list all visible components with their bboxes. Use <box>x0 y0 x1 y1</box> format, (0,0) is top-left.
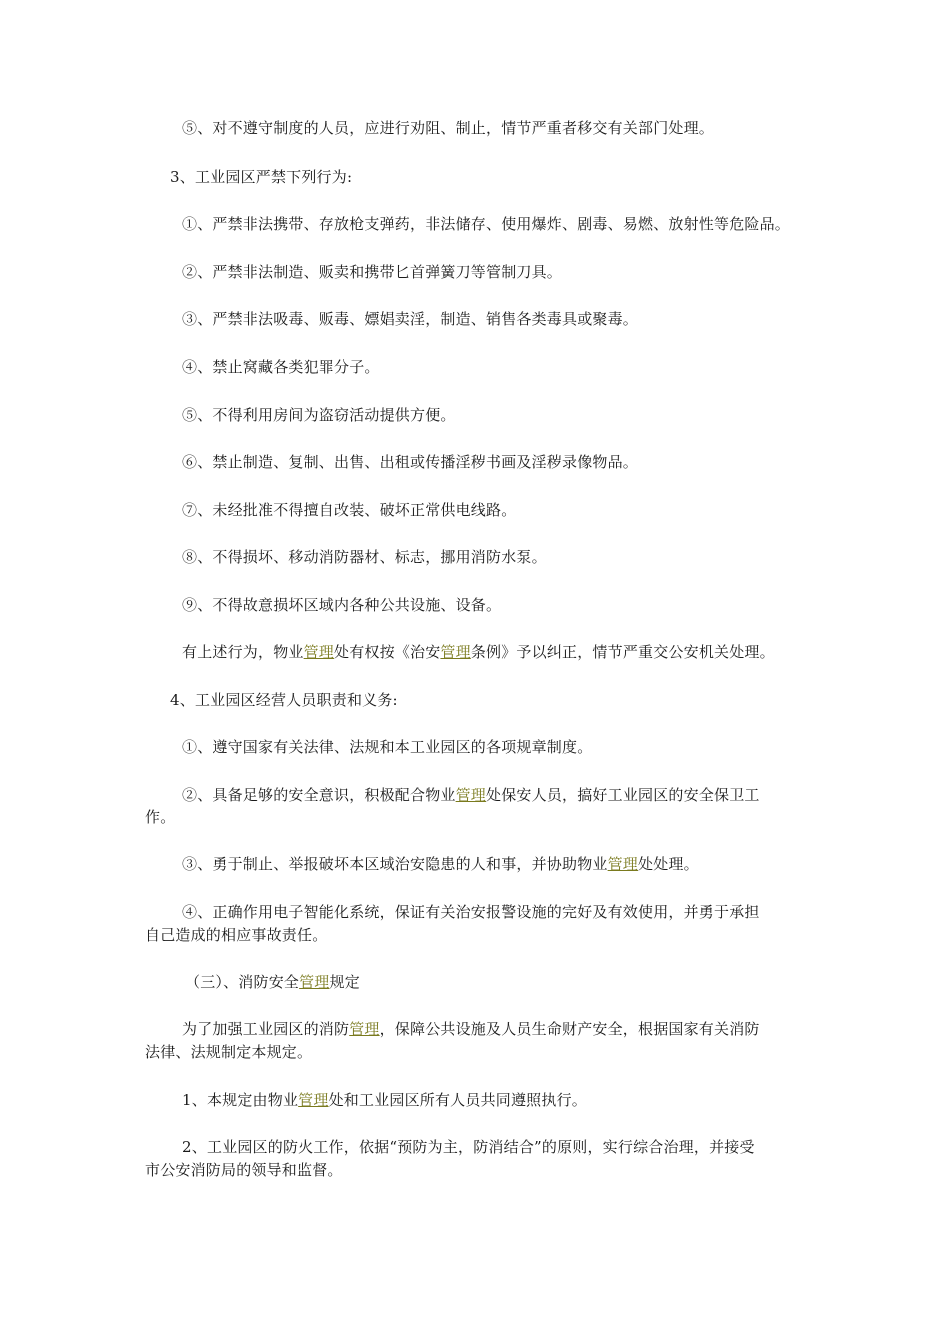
paragraph <box>182 641 775 663</box>
list-item: ⑦、未经批准不得擅自改装、破坏正常供电线路。 <box>182 501 517 519</box>
keyword-link[interactable]: 管理 <box>303 643 335 661</box>
paragraph-continuation: 法律、法规制定本规定。 <box>145 1043 313 1061</box>
keyword-link[interactable]: 管理 <box>349 1020 380 1038</box>
section-heading: 3、工业园区严禁下列行为: <box>170 168 353 186</box>
text-segment: 处和工业园区所有人员共同遵照执行。 <box>328 1091 587 1109</box>
paragraph: 2、工业园区的防火工作，依据“预防为主，防消结合”的原则，实行综合治理，并接受 <box>182 1138 755 1156</box>
list-item: ⑤、不得利用房间为盗窃活动提供方便。 <box>182 406 456 424</box>
keyword-link[interactable]: 管理 <box>607 855 639 873</box>
keyword-link[interactable]: 管理 <box>440 643 471 661</box>
paragraph <box>182 1018 760 1040</box>
section-heading: 4、工业园区经营人员职责和义务: <box>170 691 398 709</box>
keyword-link[interactable]: 管理 <box>298 1091 329 1109</box>
text-segment: ②、具备足够的安全意识，积极配合物业 <box>182 786 456 804</box>
text-segment: 条例》予以纠正，情节严重交公安机关处理。 <box>470 643 775 661</box>
text-segment: 处保安人员，搞好工业园区的安全保卫工 <box>486 786 760 804</box>
list-item <box>182 784 760 806</box>
keyword-link[interactable]: 管理 <box>455 786 487 804</box>
section-title <box>185 971 360 993</box>
list-item <box>182 853 699 875</box>
list-item: ⑨、不得故意损坏区域内各种公共设施、设备。 <box>182 596 502 614</box>
list-item: ②、严禁非法制造、贩卖和携带匕首弹簧刀等管制刀具。 <box>182 263 563 281</box>
list-item: ③、严禁非法吸毒、贩毒、嫖娼卖淫，制造、销售各类毒具或聚毒。 <box>182 310 639 328</box>
list-item: ⑥、禁止制造、复制、出售、出租或传播淫秽书画及淫秽录像物品。 <box>182 453 639 471</box>
text-segment: （三）、消防安全 <box>185 973 300 991</box>
text-segment: 有上述行为，物业 <box>182 643 304 661</box>
text-segment: 为了加强工业园区的消防 <box>182 1020 350 1038</box>
paragraph: ⑤、对不遵守制度的人员，应进行劝阻、制止，情节严重者移交有关部门处理。 <box>182 119 715 137</box>
list-item: ④、禁止窝藏各类犯罪分子。 <box>182 358 380 376</box>
text-segment: ，保障公共设施及人员生命财产安全，根据国家有关消防 <box>379 1020 760 1038</box>
text-segment: ③、勇于制止、举报破坏本区域治安隐患的人和事，并协助物业 <box>182 855 608 873</box>
list-item-continuation: 自己造成的相应事故责任。 <box>145 926 328 944</box>
text-segment: 规定 <box>329 973 360 991</box>
paragraph <box>182 1089 587 1111</box>
keyword-link[interactable]: 管理 <box>299 973 330 991</box>
list-item-continuation: 作。 <box>145 808 176 826</box>
text-segment: 处处理。 <box>638 855 699 873</box>
list-item: ①、严禁非法携带、存放枪支弹药，非法储存、使用爆炸、剧毒、易燃、放射性等危险品。 <box>182 215 791 233</box>
paragraph-continuation: 市公安消防局的领导和监督。 <box>145 1161 343 1179</box>
list-item: ⑧、不得损坏、移动消防器材、标志，挪用消防水泵。 <box>182 548 547 566</box>
text-segment: 处有权按《治安 <box>334 643 441 661</box>
list-item: ①、遵守国家有关法律、法规和本工业园区的各项规章制度。 <box>182 738 593 756</box>
text-segment: 1、本规定由物业 <box>182 1091 299 1109</box>
list-item: ④、正确作用电子智能化系统，保证有关治安报警设施的完好及有效使用，并勇于承担 <box>182 903 760 921</box>
